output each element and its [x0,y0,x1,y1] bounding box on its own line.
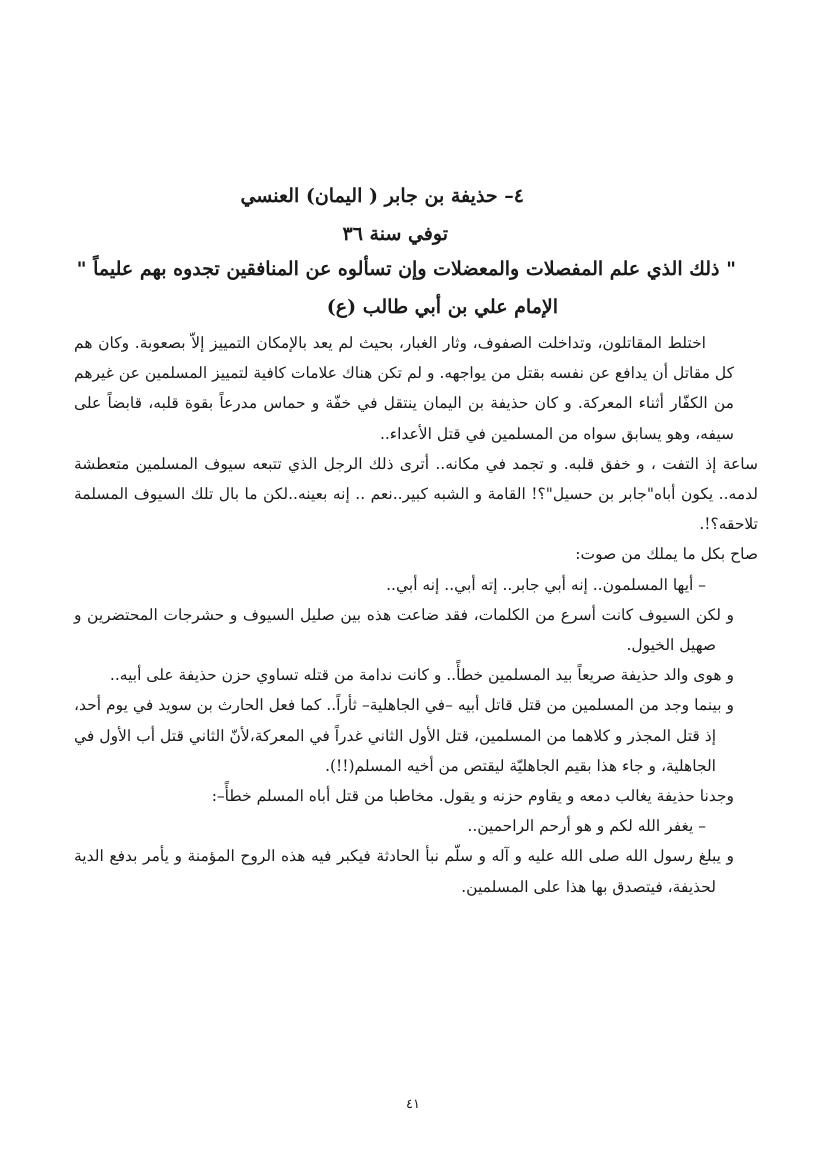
page-number: ٤١ [406,1097,420,1112]
paragraph: و لكن السيوف كانت أسرع من الكلمات، فقد ضاعت هذه بين صليل السيوف و حشرجات المحتضرين و صهيل الخيول. [74,605,734,655]
section-title: ٤– حذيفة بن جابر ( اليمان) العنسي [240,185,524,207]
paragraph: اختلط المقاتلون، وتداخلت الصفوف، وثار الغبار، بحيث لم يعد بالإمكان التمييز إلاّ بصعوبة. وكان هم كل مقاتل أن يدافع عن نفسه بقتل من يواجهه. و لم تكن هناك علامات كافية لتمييز المسلمين عن غيرهم من الكفّار أثناء المعركة. و كان حذيفة بن اليمان ينتقل في خفّة و حماس مدرعاً بقوة قلبه، قابضاً على سيفه، وهو يسابق سواه من المسلمين في قتل الأعداء.. [74,334,734,443]
paragraph: و بينما وجد من المسلمين من قتل قاتل أبيه –في الجاهلية– ثأراً.. كما فعل الحارث بن سويد في يوم أحد، إذ قتل المجذر و كلاهما من المسلمين، قتل الأول الثاني غدراً في المعركة،لأنّ الثاني قتل أب الأول في الجاهلية، و جاء هذا بقيم الجاهليّة ليقتص من أخيه المسلم(!!). [74,696,734,775]
paragraph: و يبلغ رسول الله صلى الله عليه و آله و سلّم نبأ الحادثة فيكبر فيه هذه الروح المؤمنة و يأمر بدفع الدية لحذيفة، فيتصدق بها هذا على المسلمين. [74,847,734,896]
epigraph-quote: " ذلك الذي علم المفصلات والمعضلات وإن تسألوه عن المنافقين تجدوه بهم عليماً " [76,258,736,280]
death-date-line: توفي سنة ٣٦ [342,223,448,245]
paragraph: ساعة إذ التفت ، و خفق قلبه. و تجمد في مكانه.. أترى ذلك الرجل الذي تتبعه سيوف المسلمين متعطشة لدمه.. يكون أباه"جابر بن حسيل"؟! القامة و الشبه كبير..نعم .. إنه بعينه..لكن ما بال تلك السيوف المسلمة تلاحقه؟!. [74,454,758,534]
body-text [74,328,758,902]
paragraph: و هوى والد حذيفة صريعاً بيد المسلمين خطأً.. و كانت ندامة من قتله تساوي حزن حذيفة على أبيه.. [109,666,734,685]
paragraph: صاح بكل ما يملك من صوت: [575,545,758,564]
dialogue-line: – يغفر الله لكم و هو أرحم الراحمين.. [467,817,706,836]
paragraph: وجدنا حذيفة يغالب دمعه و يقاوم حزنه و يقول. مخاطبا من قتل أباه المسلم خطأً–: [211,787,734,806]
epigraph-attribution: الإمام علي بن أبي طالب (ع) [326,296,558,318]
dialogue-line: – أيها المسلمون.. إنه أبي جابر.. إته أبي.. إنه أبي.. [386,575,706,594]
